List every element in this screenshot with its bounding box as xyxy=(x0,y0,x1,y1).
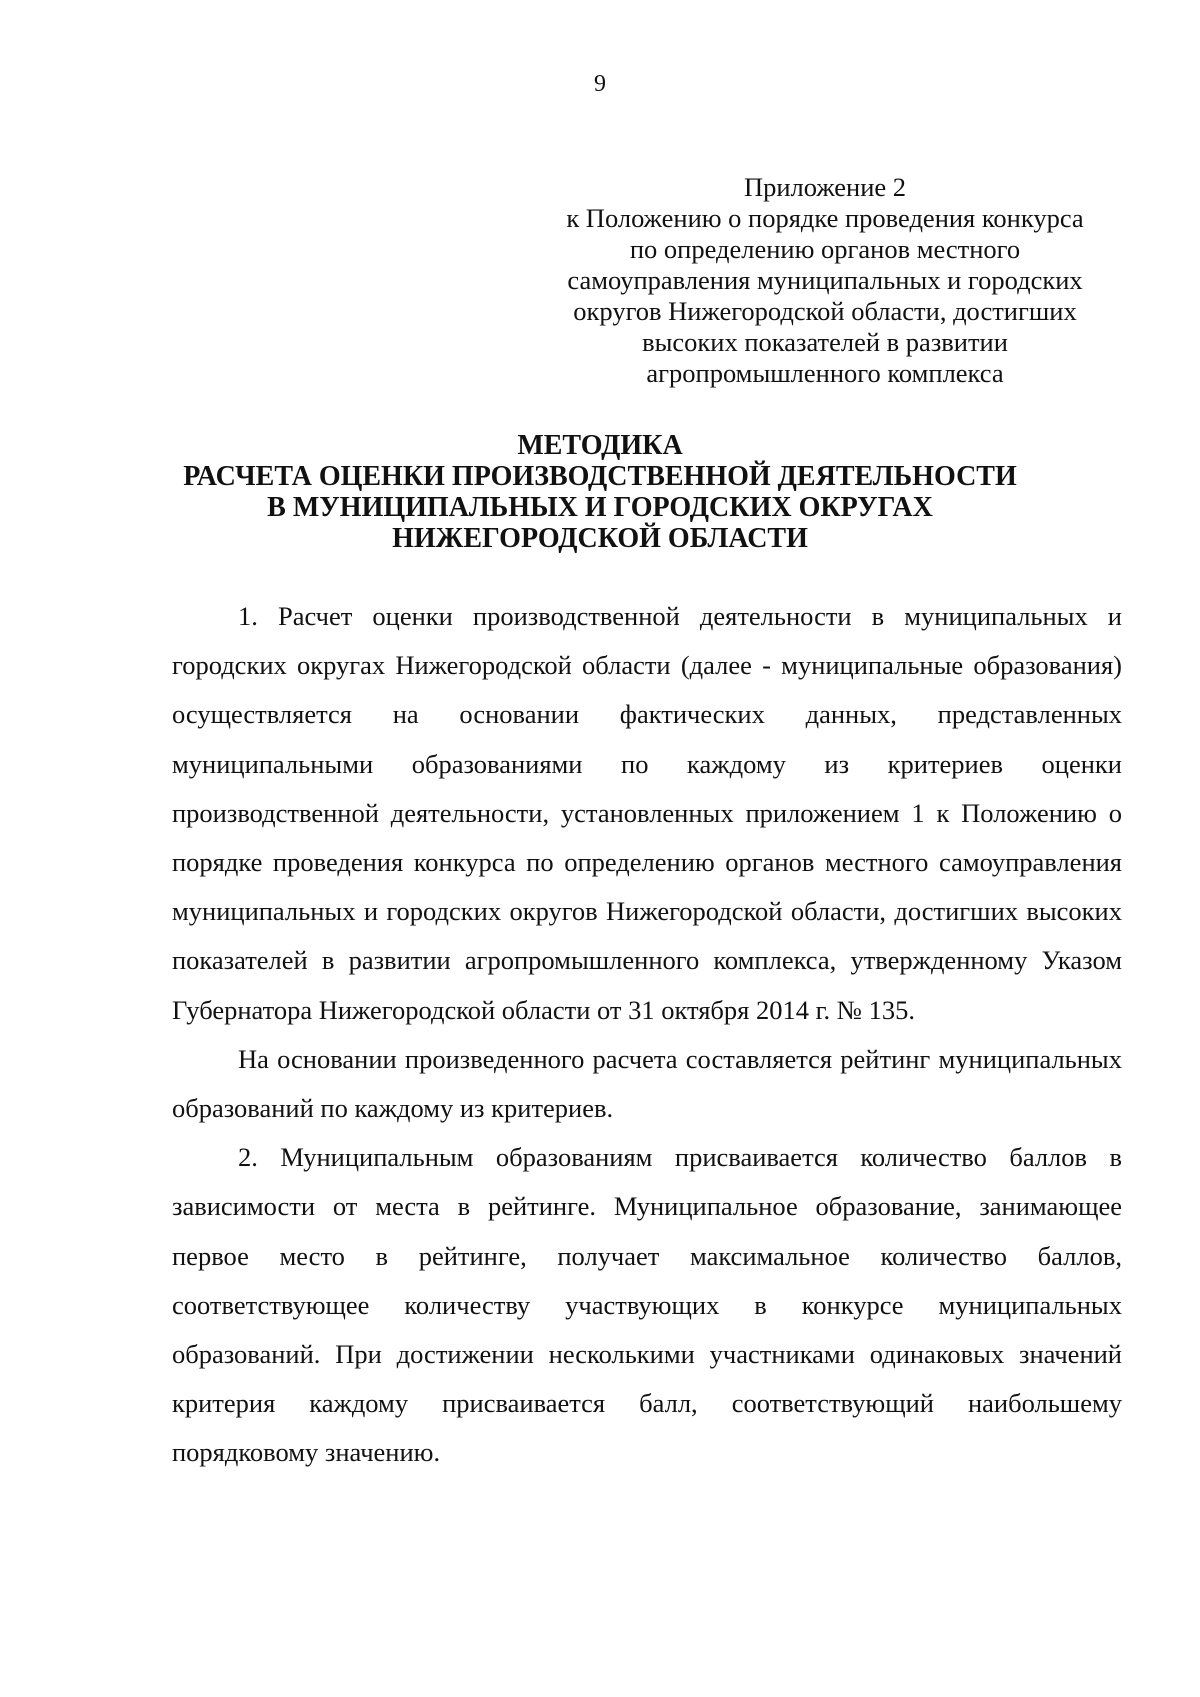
paragraph-2: На основании произведенного расчета составляется рейтинг муниципальных образований по каждому из критериев. xyxy=(172,1043,1122,1124)
paragraph-3: 2. Муниципальным образованиям присваивается количество баллов в зависимости от места в рейтинге. Муниципальное образование, занимающее первое место в рейтинге, получает максимальное количество баллов, соответствующее количеству участвующих в конкурсе муниципальных образований. При достижении несколькими участниками одинаковых значений критерия каждому присваивается балл, соответствующий наибольшему порядковому значению. xyxy=(172,1142,1122,1468)
document-body xyxy=(172,592,1122,1478)
page-number: 9 xyxy=(594,71,606,97)
document-title-line: МЕТОДИКА xyxy=(517,430,683,461)
document-title-line: НИЖЕГОРОДСКОЙ ОБЛАСТИ xyxy=(392,523,808,554)
appendix-title: Приложение 2 xyxy=(743,172,907,202)
document-title-line: РАСЧЕТА ОЦЕНКИ ПРОИЗВОДСТВЕННОЙ ДЕЯТЕЛЬНОСТИ xyxy=(183,461,1017,492)
document-title xyxy=(0,430,1200,554)
appendix-line: по определению органов местного xyxy=(629,234,1021,264)
appendix-line: высоких показателей в развитии xyxy=(642,327,1008,357)
appendix-line: самоуправления муниципальных и городских xyxy=(567,265,1083,295)
appendix-line: к Положению о порядке проведения конкурса xyxy=(566,203,1084,233)
appendix-header xyxy=(520,172,1130,389)
appendix-line: округов Нижегородской области, достигших xyxy=(573,296,1077,326)
appendix-line: агропромышленного комплекса xyxy=(646,358,1004,388)
document-title-line: В МУНИЦИПАЛЬНЫХ И ГОРОДСКИХ ОКРУГАХ xyxy=(267,492,933,523)
paragraph-1: 1. Расчет оценки производственной деятельности в муниципальных и городских округах Нижегородской области (далее - муниципальные образования) осуществляется на основании фактических данных, представленных муниципальными образованиями по каждому из критериев оценки производственной деятельности, установленных приложением 1 к Положению о порядке проведения конкурса по определению органов местного самоуправления муниципальных и городских округов Нижегородской области, достигших высоких показателей в развитии агропромышленного комплекса, утвержденному Указом Губернатора Нижегородской области от 31 октября 2014 г. № 135. xyxy=(172,601,1122,1025)
